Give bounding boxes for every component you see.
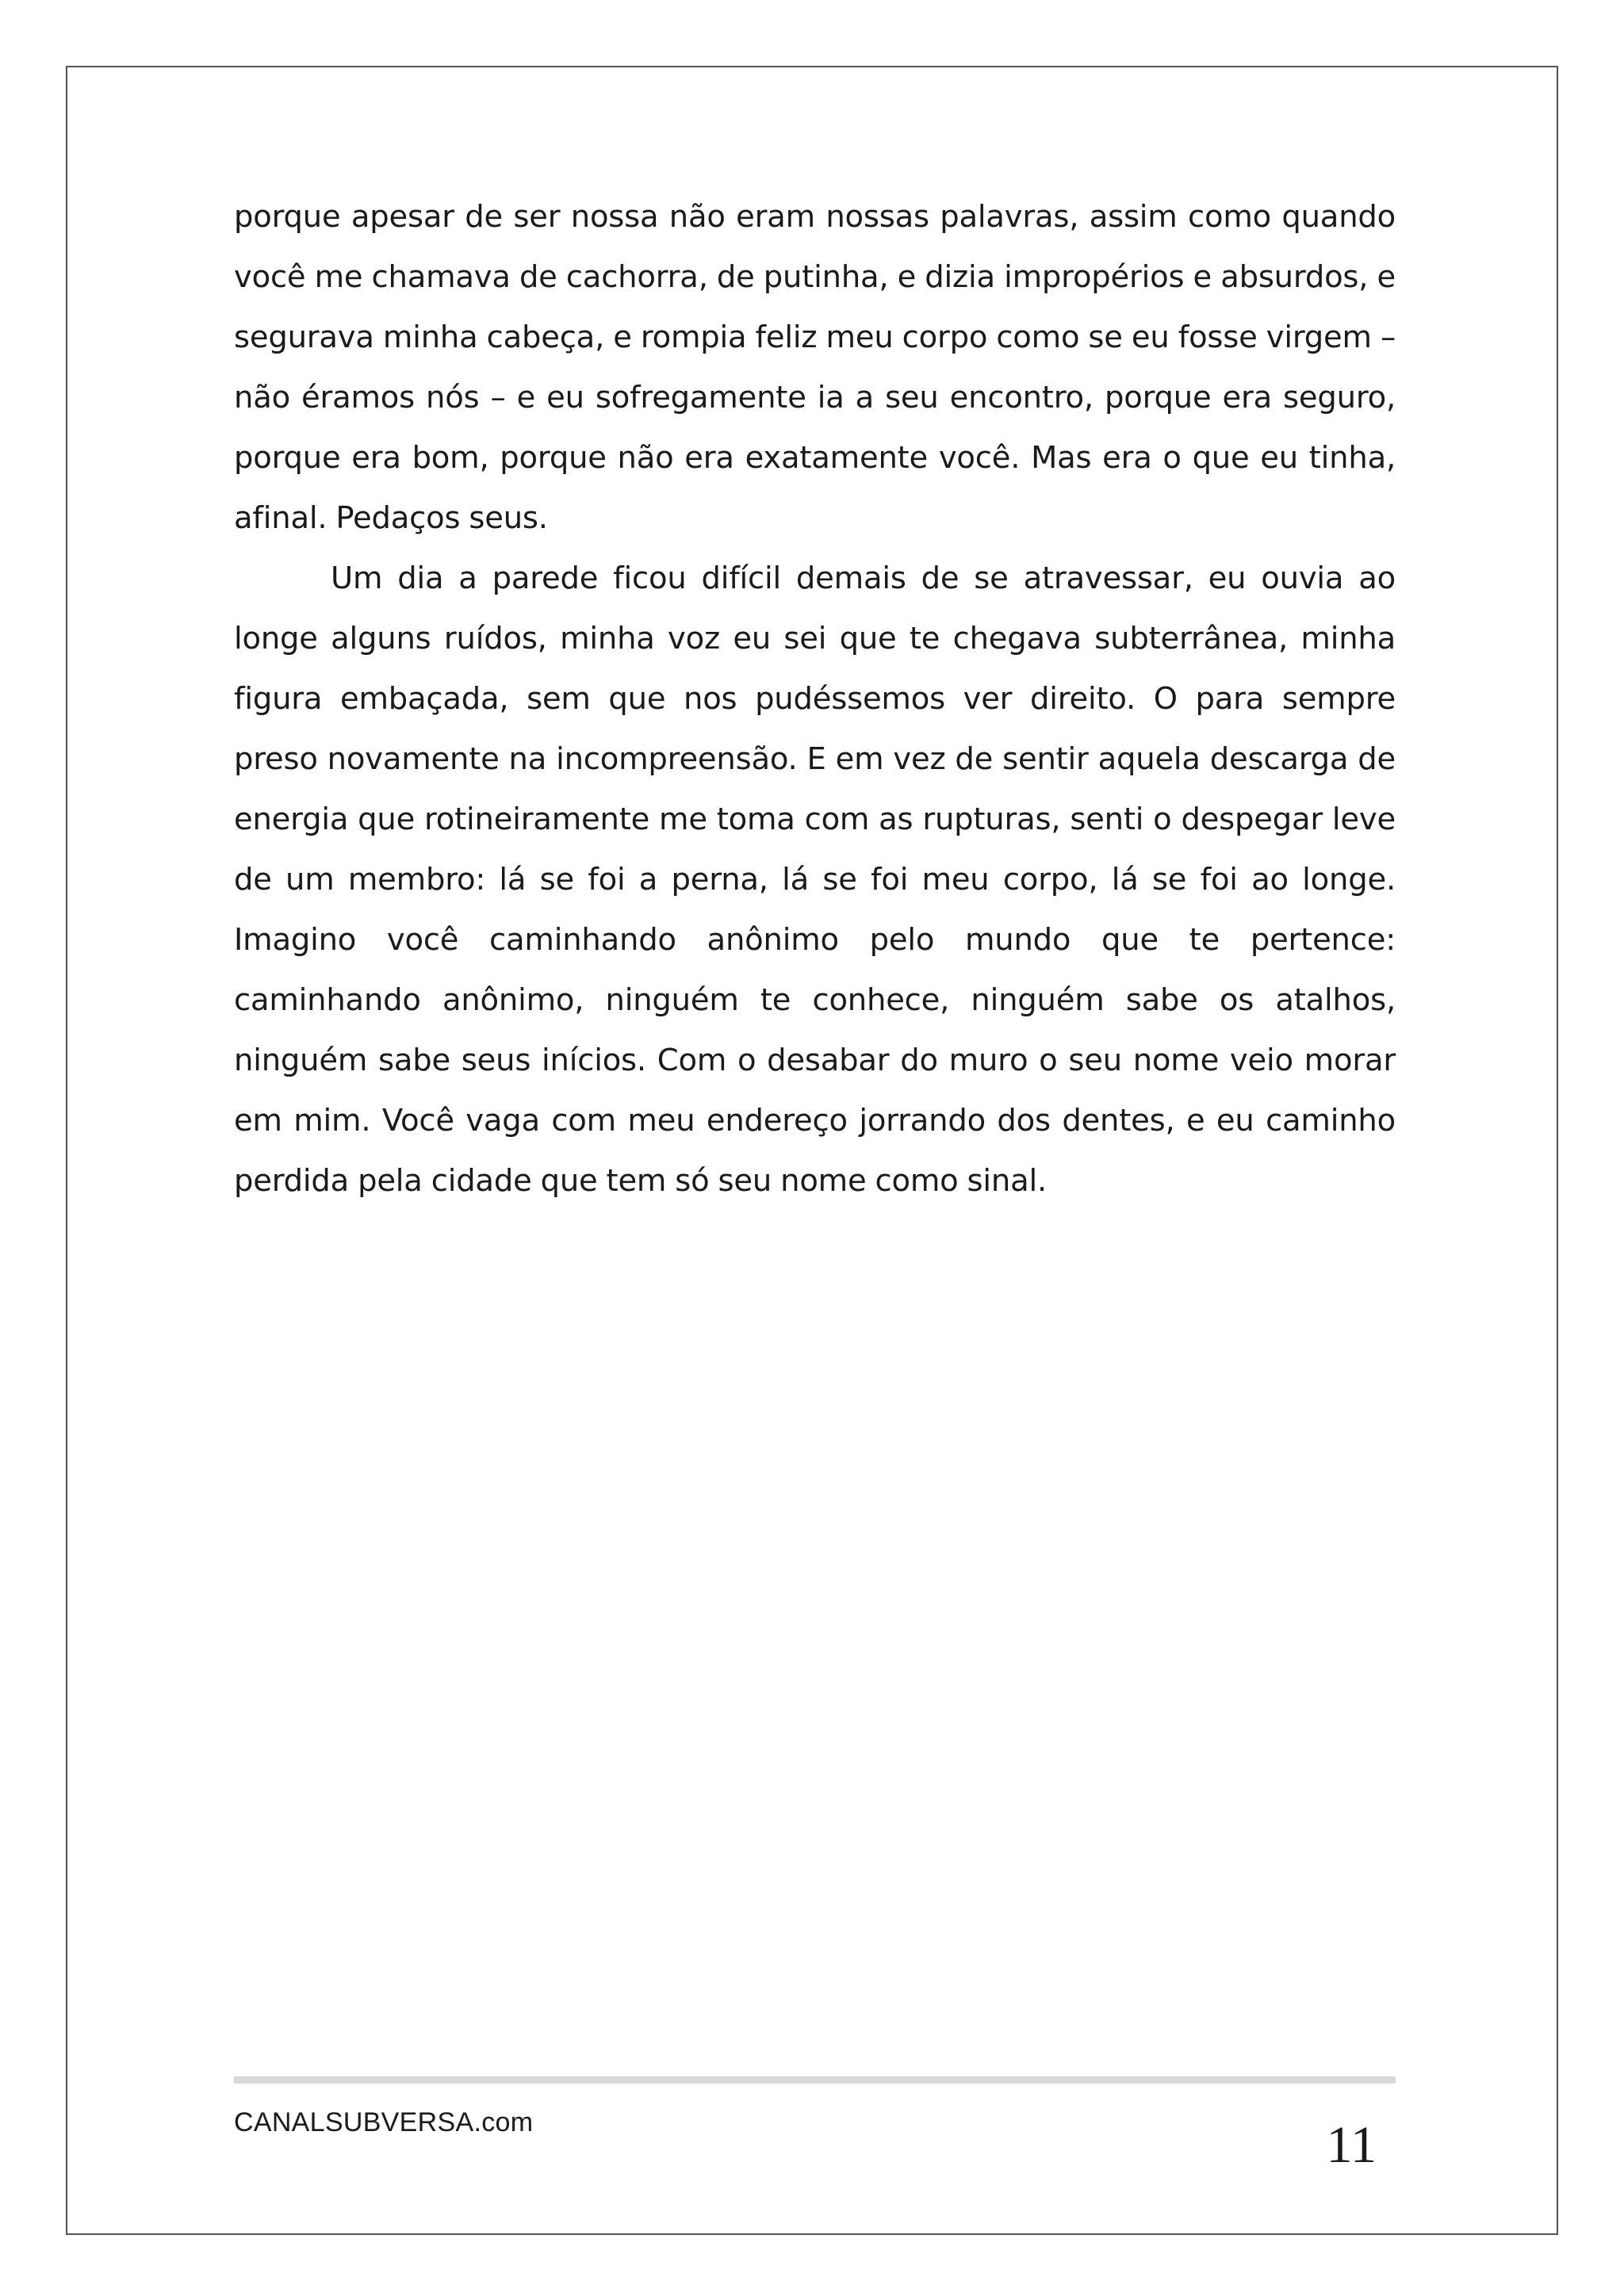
- page-number: 11: [1326, 2116, 1377, 2174]
- footer-site-name: CANALSUBVERSA.com: [234, 2107, 534, 2137]
- body-text: [234, 187, 1396, 1211]
- footer-divider: [234, 2076, 1396, 2084]
- paragraph-2: Um dia a parede ficou difícil demais de se atravessar, eu ouvia ao longe alguns ruídos, minha voz eu sei que te chegava subterrânea, minha figura embaçada, sem que nos pudéssemos ver direito. O para sempre preso novamente na incompreensão. E em vez de sentir aquela descarga de energia que rotineiramente me toma com as rupturas, senti o despegar leve de um membro: lá se foi a perna, lá se foi meu corpo, lá se foi ao longe. Imagino você caminhando anônimo pelo mundo que te pertence: caminhando anônimo, ninguém te conhece, ninguém sabe os atalhos, ninguém sabe seus inícios. Com o desabar do muro o seu nome veio morar em mim. Você vaga com meu endereço jorrando dos dentes, e eu caminho perdida pela cidade que tem só seu nome como sinal.: [234, 561, 1396, 1199]
- paragraph-1: porque apesar de ser nossa não eram nossas palavras, assim como quando você me chamava de cachorra, de putinha, e dizia impropérios e absurdos, e segurava minha cabeça, e rompia feliz meu corpo como se eu fosse virgem – não éramos nós – e eu sofregamente ia a seu encontro, porque era seguro, porque era bom, porque não era exatamente você. Mas era o que eu tinha, afinal. Pedaços seus.: [234, 199, 1396, 536]
